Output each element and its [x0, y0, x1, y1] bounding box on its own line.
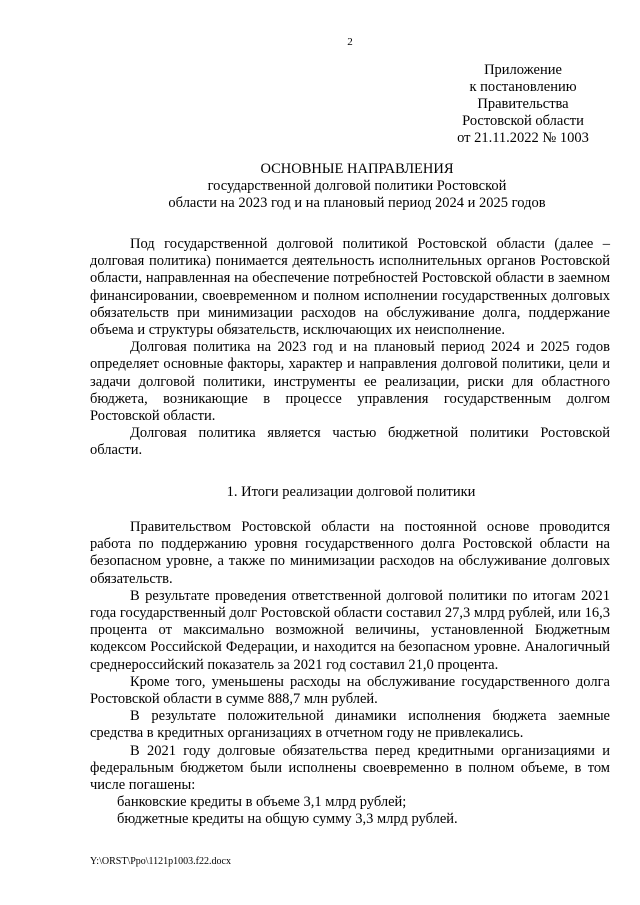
list-item: банковские кредиты в объеме 3,1 млрд рублей;	[117, 794, 407, 811]
paragraph: Кроме того, уменьшены расходы на обслуживание государственного долга Ростовской области в сумме 888,7 млн рублей.	[90, 673, 610, 708]
intro-section	[90, 236, 610, 460]
paragraph: В 2021 году долговые обязательства перед кредитными организациями и федеральным бюджетом были исполнены своевременно в полном объеме, в том числе погашены:	[90, 742, 610, 794]
paragraph: Под государственной долговой политикой Ростовской области (далее – долговая политика) понимается деятельность исполнительных органов Ростовской области, направленная на обеспечение потребностей Ростовской области в заемном финансировании, своевременном и полном исполнении государственных долговых обязательств при минимизации расходов на обслуживание долга, поддержание объема и структуры обязательств, исключающих их неисполнение.	[90, 236, 610, 339]
appendix-line: Приложение	[484, 62, 562, 78]
page-number: 2	[347, 36, 353, 48]
section-body	[90, 519, 610, 829]
title-subtitle-line: области на 2023 год и на плановый период 2024 и 2025 годов	[168, 195, 546, 211]
footer-file-path: Y:\ORST\Ppo\1121p1003.f22.docx	[90, 856, 231, 867]
paragraph: Долговая политика является частью бюджетной политики Ростовской области.	[90, 425, 610, 459]
document-title	[0, 161, 640, 212]
paragraph: Долговая политика на 2023 год и на плановый период 2024 и 2025 годов определяет основные факторы, характер и направления долговой политики, цели и задачи долговой политики, инструменты ее реализации, риски для областного бюджета, возникающие в процессе управления государственным долгом Ростовской области.	[90, 339, 610, 425]
list-item: бюджетные кредиты на общую сумму 3,3 млрд рублей.	[117, 811, 458, 828]
paragraph: В результате положительной динамики исполнения бюджета заемные средства в кредитных организациях в отчетном году не привлекались.	[90, 708, 610, 742]
appendix-block	[420, 62, 626, 147]
appendix-line: Правительства	[477, 96, 569, 112]
paragraph: В результате проведения ответственной долговой политики по итогам 2021 года государственный долг Ростовской области составил 27,3 млрд рублей, или 16,3 процента от максимально возможной величины, установленной Бюджетным кодексом Российской Федерации, и находится на безопасном уровне. Аналогичный среднероссийский показатель за 2021 год составил 21,0 процента.	[90, 587, 610, 673]
title-subtitle-line: государственной долговой политики Ростовской	[207, 178, 507, 194]
appendix-line: от 21.11.2022 № 1003	[457, 130, 589, 146]
appendix-line: к постановлению	[469, 79, 577, 95]
section-heading: 1. Итоги реализации долговой политики	[226, 484, 476, 500]
appendix-line: Ростовской области	[462, 113, 584, 129]
paragraph: Правительством Ростовской области на постоянной основе проводится работа по поддержанию уровня государственного долга Ростовской области на безопасном уровне, а также по минимизации расходов на обслуживание долговых обязательств.	[90, 519, 610, 587]
title-heading: ОСНОВНЫЕ НАПРАВЛЕНИЯ	[260, 161, 454, 177]
